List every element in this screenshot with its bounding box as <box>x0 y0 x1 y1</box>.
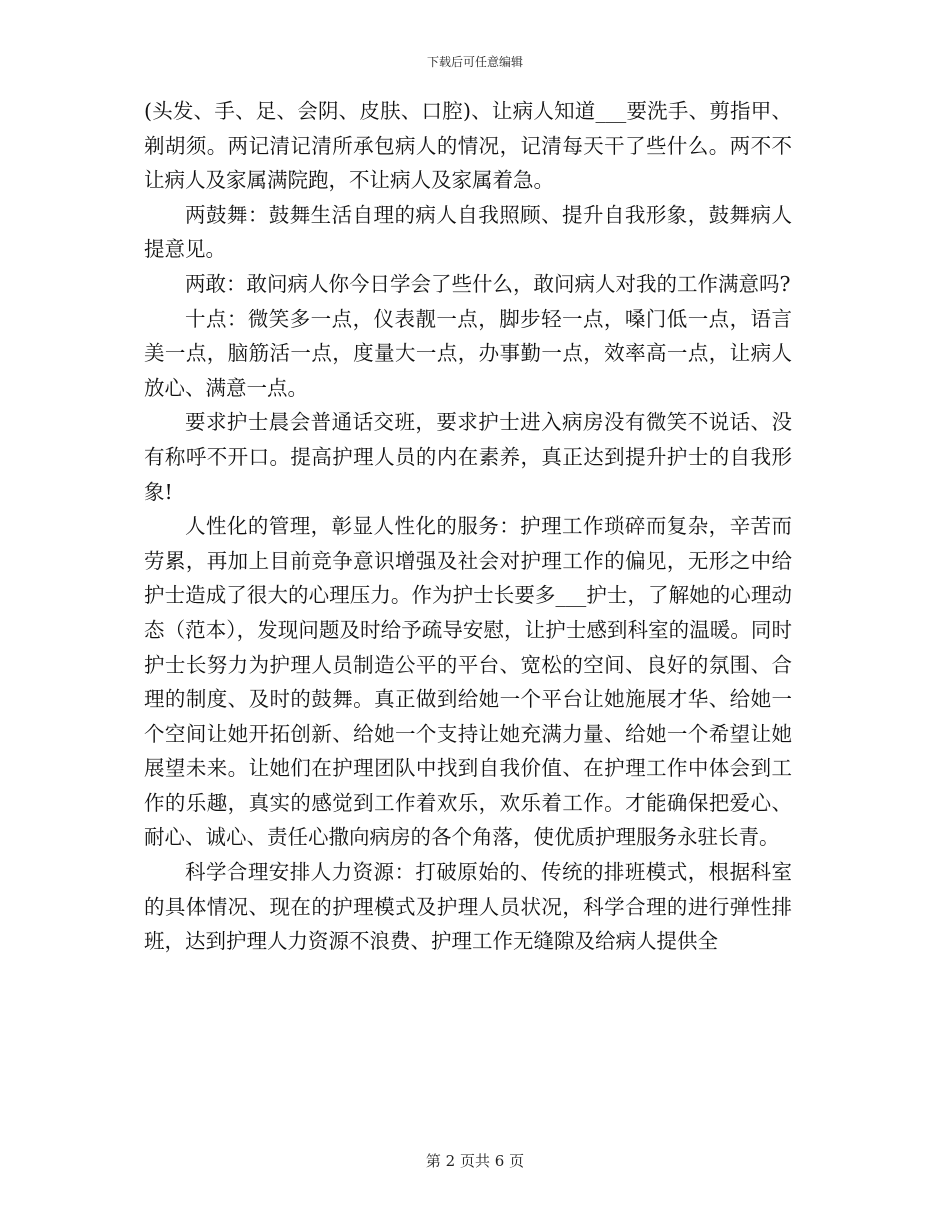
paragraph-3: 两敢：敢问病人你今日学会了些什么，敢问病人对我的工作满意吗? <box>185 271 791 296</box>
paragraph-2: 两鼓舞：鼓舞生活自理的病人自我照顾、提升自我形象，鼓舞病人提意见。 <box>144 202 792 262</box>
paragraph-4: 十点：微笑多一点，仪表靓一点，脚步轻一点，嗓门低一点，语言美一点，脑筋活一点，度量大一点，办事勤一点，效率高一点，让病人放心、满意一点。 <box>144 306 792 400</box>
document-body <box>144 94 792 959</box>
paragraph-6: 人性化的管理，彰显人性化的服务：护理工作琐碎而复杂，辛苦而劳累，再加上目前竞争意识增强及社会对护理工作的偏见，无形之中给护士造成了很大的心理压力。作为护士长要多___护士，了解她的心理动态（范本），发现问题及时给予疏导安慰，让护士感到科室的温暖。同时护士长努力为护理人员制造公平的平台、宽松的空间、良好的氛围、合理的制度、及时的鼓舞。真正做到给她一个平台让她施展才华、给她一个空间让她开拓创新、给她一个支持让她充满力量、给她一个希望让她展望未来。让她们在护理团队中找到自我价值、在护理工作中体会到工作的乐趣，真实的感觉到工作着欢乐，欢乐着工作。才能确保把爱心、耐心、诚心、责任心撒向病房的各个角落，使优质护理服务永驻长青。 <box>144 514 792 850</box>
paragraph-7: 科学合理安排人力资源：打破原始的、传统的排班模式，根据科室的具体情况、现在的护理模式及护理人员状况，科学合理的进行弹性排班，达到护理人力资源不浪费、护理工作无缝隙及给病人提供全 <box>144 860 792 954</box>
paragraph-5: 要求护士晨会普通话交班，要求护士进入病房没有微笑不说话、没有称呼不开口。提高护理人员的内在素养，真正达到提升护士的自我形象! <box>144 410 792 504</box>
paragraph-1: (头发、手、足、会阴、皮肤、口腔)、让病人知道___要洗手、剪指甲、剃胡须。两记清记清所承包病人的情况，记清每天干了些什么。两不不让病人及家属满院跑，不让病人及家属着急。 <box>144 99 792 193</box>
page-footer: 第 2 页共 6 页 <box>425 1152 525 1170</box>
page-header: 下载后可任意编辑 <box>426 55 523 69</box>
